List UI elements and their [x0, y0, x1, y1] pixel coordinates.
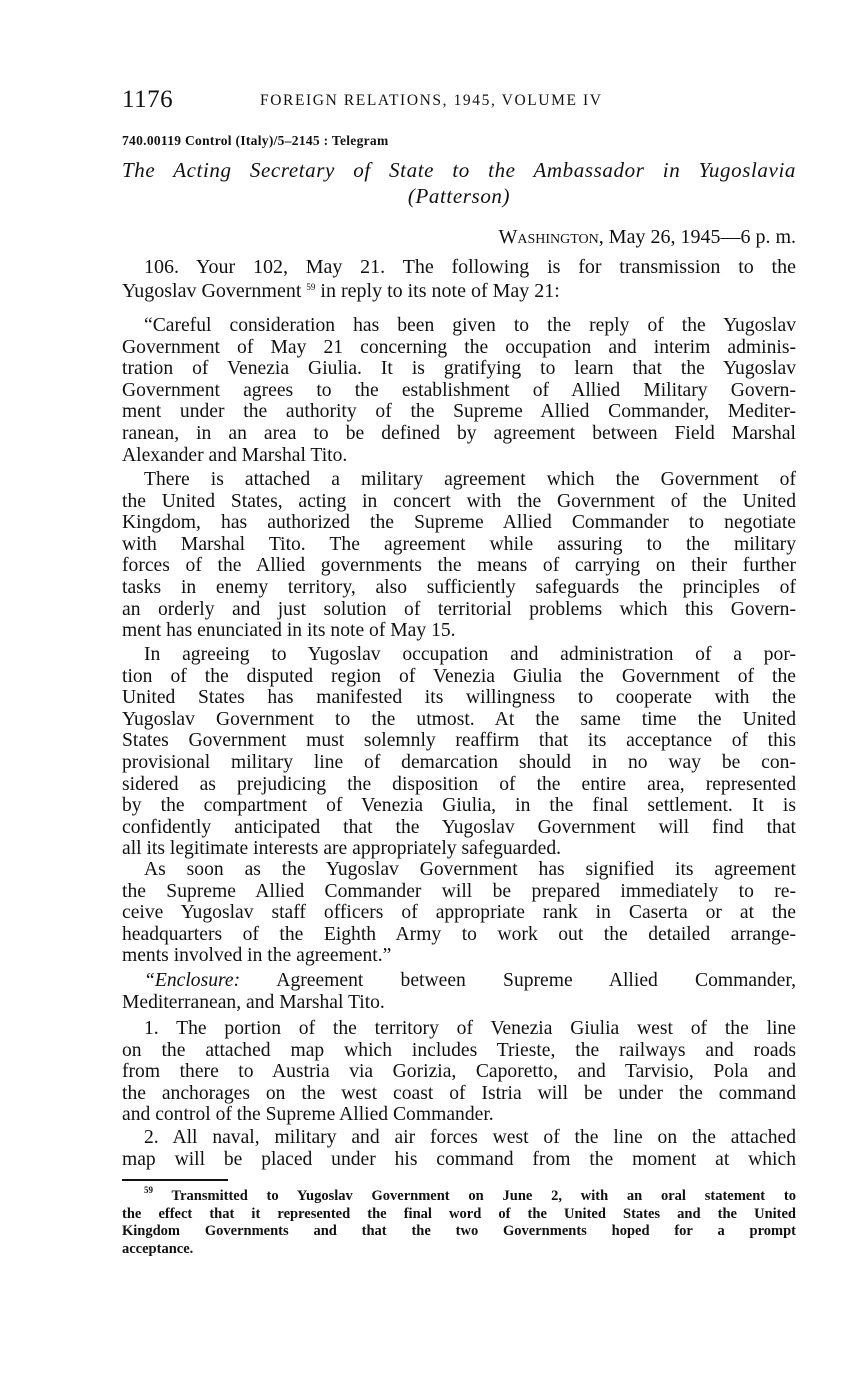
text-run: in reply to its note of May 21: [315, 280, 560, 302]
text-line: all its legitimate interests are appropriately safeguarded. [122, 838, 562, 860]
text-line: from there to Austria via Gorizia, Caporetto, and Tarvisio, Pola and [122, 1061, 796, 1083]
text-line: ceive Yugoslav staff officers of appropriate rank in Caserta or at the [122, 902, 796, 924]
text-line: Government of May 21 concerning the occupation and interim adminis- [122, 336, 796, 358]
text-line: on the attached map which includes Trieste, the railways and roads [122, 1039, 796, 1061]
text-line: sidered as prejudicing the disposition of the entire area, represented [122, 773, 796, 795]
text-line: tasks in enemy territory, also sufficiently safeguards the principles of [122, 576, 796, 598]
text-run: Agreement between Supreme Allied Commander, [240, 970, 796, 991]
dateline [498, 226, 796, 249]
dateline-date: May 26, 1945—6 p. m. [603, 226, 796, 248]
quote-paragraph-2 [122, 469, 796, 642]
text-line: with Marshal Tito. The agreement while assuring to the military [122, 533, 796, 555]
text-run: Yugoslav Government [122, 280, 307, 302]
text-line: Mediterranean, and Marshal Tito. [122, 991, 385, 1013]
text-line: confidently anticipated that the Yugoslav Government will find that [122, 816, 796, 838]
quote-paragraph-1 [122, 315, 796, 466]
agreement-item-1 [122, 1018, 796, 1126]
text-line: “Careful consideration has been given to the reply of the Yugoslav [144, 315, 796, 336]
enclosure-label: “Enclosure: [144, 970, 241, 991]
text-run: Transmitted to Yugoslav Government on June 2, with an oral statement to [153, 1188, 796, 1204]
quote-paragraph-3 [122, 644, 796, 860]
text-line: provisional military line of demarcation should in no way be con- [122, 751, 796, 773]
title-line: The Acting Secretary of State to the Ambassador in Yugoslavia [122, 158, 796, 182]
text-line: 1. The portion of the territory of Venezia Giulia west of the line [144, 1018, 796, 1039]
text-line: tration of Venezia Giulia. It is gratifying to learn that the Yugoslav [122, 358, 796, 380]
text-line: an orderly and just solution of territorial problems which this Govern- [122, 598, 796, 620]
running-head: FOREIGN RELATIONS, 1945, VOLUME IV [260, 92, 603, 109]
text-line [122, 1185, 796, 1206]
document-title [122, 157, 796, 209]
file-reference: 740.00119 Control (Italy)/5–2145 : Telegram [122, 133, 389, 148]
text-line: by the compartment of Venezia Giulia, in the final settlement. It is [122, 795, 796, 817]
text-line: headquarters of the Eighth Army to work out the detailed arrange- [122, 923, 796, 945]
text-line: Government agrees to the establishment of Allied Military Govern- [122, 379, 796, 401]
text-line: As soon as the Yugoslav Government has signified its agreement [144, 859, 796, 880]
text-line: States Government must solemnly reaffirm that its acceptance of this [122, 730, 796, 752]
page-header [122, 86, 796, 116]
text-line: forces of the Allied governments the means of carrying on their further [122, 555, 796, 577]
quote-paragraph-4 [122, 859, 796, 967]
text-line: In agreeing to Yugoslav occupation and administration of a por- [144, 644, 796, 665]
text-line [122, 279, 796, 303]
footnote [122, 1185, 796, 1258]
text-line: There is attached a military agreement which the Government of [144, 469, 796, 490]
enclosure-heading [122, 970, 796, 1013]
page-number: 1176 [122, 86, 174, 113]
footnote-marker: 59 [306, 282, 316, 292]
dateline-place: Washington, [498, 226, 604, 248]
text-line: Alexander and Marshal Tito. [122, 444, 348, 466]
text-line: United States has manifested its willingness to cooperate with the [122, 687, 796, 709]
footnote-marker: 59 [144, 1185, 153, 1195]
text-line [122, 970, 796, 992]
intro-paragraph [122, 255, 796, 303]
text-line: the United States, acting in concert with the Government of the United [122, 490, 796, 512]
text-line: Yugoslav Government to the utmost. At the same time the United [122, 708, 796, 730]
text-line: Kingdom, has authorized the Supreme Allied Commander to negotiate [122, 512, 796, 534]
text-line: 106. Your 102, May 21. The following is for transmission to the [144, 256, 796, 278]
text-line: tion of the disputed region of Venezia Giulia the Government of the [122, 665, 796, 687]
text-line: ment has enunciated in its note of May 15. [122, 620, 456, 642]
text-line: 2. All naval, military and air forces west of the line on the attached [144, 1127, 796, 1148]
text-line: the anchorages on the west coast of Istria will be under the command [122, 1082, 796, 1104]
text-line: the effect that it represented the final word of the United States and the United [122, 1205, 796, 1222]
text-line: Kingdom Governments and that the two Governments hoped for a prompt [122, 1223, 796, 1239]
text-line: acceptance. [122, 1240, 194, 1257]
text-line: and control of the Supreme Allied Commander. [122, 1104, 494, 1126]
text-line: ments involved in the agreement.” [122, 945, 392, 967]
footnote-rule [122, 1179, 228, 1181]
text-line: the Supreme Allied Commander will be prepared immediately to re- [122, 880, 796, 902]
title-line: (Patterson) [407, 184, 511, 208]
text-line: map will be placed under his command from the moment at which [122, 1148, 796, 1170]
agreement-item-2 [122, 1127, 796, 1170]
text-line: ment under the authority of the Supreme Allied Commander, Mediter- [122, 401, 796, 423]
text-line: ranean, in an area to be defined by agreement between Field Marshal [122, 422, 796, 444]
